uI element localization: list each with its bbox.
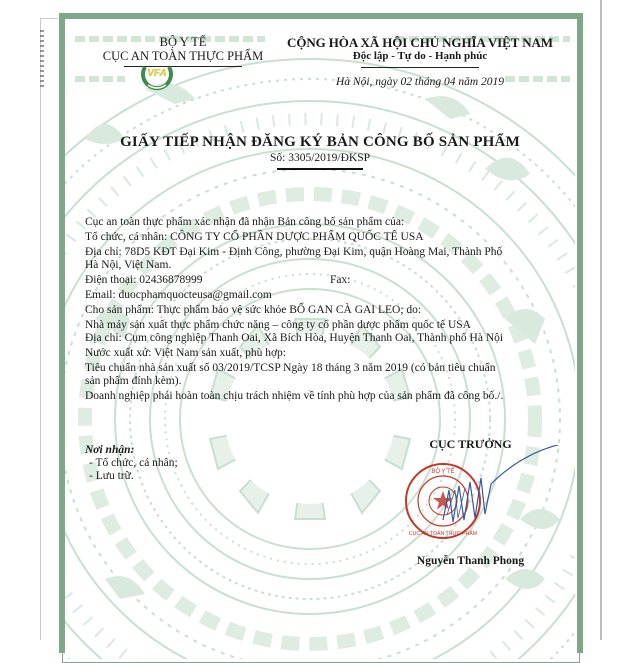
signer-name: Nguyễn Thanh Phong [416,555,525,567]
country-name: CỘNG HÒA XÃ HỘI CHỦ NGHĨA VIỆT NAM [287,35,553,50]
manufacturer-address: Địa chỉ: Cụm công nghiệp Thanh Oai, Xã Bích Hòa, Huyện Thanh Oai, Thành phố Hà Nội [85,332,504,344]
standard-line-1: Tiêu chuẩn nhà sản xuất số 03/2019/TCSP Ngày 18 tháng 3 năm 2019 (có bản tiêu chuẩn [85,362,496,374]
recipients-label: Nơi nhận: [85,444,135,456]
recipient-item: - Tổ chức, cá nhân; [89,457,178,469]
svg-text:CỤC AN TOÀN THỰC PHẨM: CỤC AN TOÀN THỰC PHẨM [408,531,478,537]
document-title-block [65,134,575,170]
certificate-content [85,216,565,405]
svg-text:VFA: VFA [147,68,167,79]
product: Cho sản phẩm: Thực phẩm bảo vệ sức khỏe BỔ GAN CÀ GAI LEO; do: [85,304,422,316]
national-motto: Độc lập - Tự do - Hạnh phúc [352,50,488,62]
country-of-origin: Nước xuất xứ: Việt Nam sản xuất, phù hợp: [85,347,286,359]
motto-divider [361,67,479,68]
fax: Fax: [330,274,351,286]
phone: Điện thoại: 02436878999 [85,274,203,286]
svg-text:BỘ Y TẾ: BỘ Y TẾ [431,469,455,475]
organization: Tổ chức, cá nhân: CÔNG TY CỔ PHẦN DƯỢC PHẨM QUỐC TẾ USA [85,231,424,243]
certificate-body [65,19,575,663]
intro-text: Cục an toàn thực phẩm xác nhận đã nhận Bản công bố sản phẩm của: [85,216,405,228]
address-line-1: Địa chỉ: 78D5 KĐT Đại Kim - Định Công, phường Đại Kim, quận Hoàng Mai, Thành Phố [85,246,503,258]
margin-marks [40,30,44,90]
standard-line-2: sản phẩm đính kèm). [85,375,182,387]
document-number: Số: 3305/2019/ĐKSP [269,152,370,164]
page-edge-top [40,18,58,19]
department-name: CỤC AN TOÀN THỰC PHẨM [102,49,264,63]
signer-title: CỤC TRƯỞNG [429,437,512,451]
manufacturer: Nhà máy sản xuất thực phẩm chức năng – công ty cổ phần dược phẩm quốc tế USA [85,319,471,331]
issuing-authority [93,35,273,67]
certificate [59,13,583,653]
responsibility-statement: Doanh nghiệp phải hoàn toàn chịu trách nhiệm về tính phù hợp của sản phẩm đã công bố./. [85,390,504,402]
signature-icon [423,445,563,545]
national-header [260,35,575,88]
vfa-logo-icon [137,61,177,93]
document-title: GIẤY TIẾP NHẬN ĐĂNG KÝ BẢN CÔNG BỐ SẢN PHẨM [120,134,520,150]
address-line-2: Hà Nội, Việt Nam. [85,259,172,271]
page-edge-right [600,0,602,640]
page-edge-left [40,18,41,640]
recipient-item: - Lưu trữ. [89,470,134,482]
recipients-block [85,444,178,483]
contact-line [85,274,565,287]
ministry-name: BỘ Y TẾ [159,35,207,49]
title-divider [277,168,363,170]
email: Email: duocphamquocteusa@gmail.com [85,289,272,301]
place-and-date: Hà Nội, ngày 02 tháng 04 năm 2019 [335,76,505,88]
signature-block [383,437,558,567]
